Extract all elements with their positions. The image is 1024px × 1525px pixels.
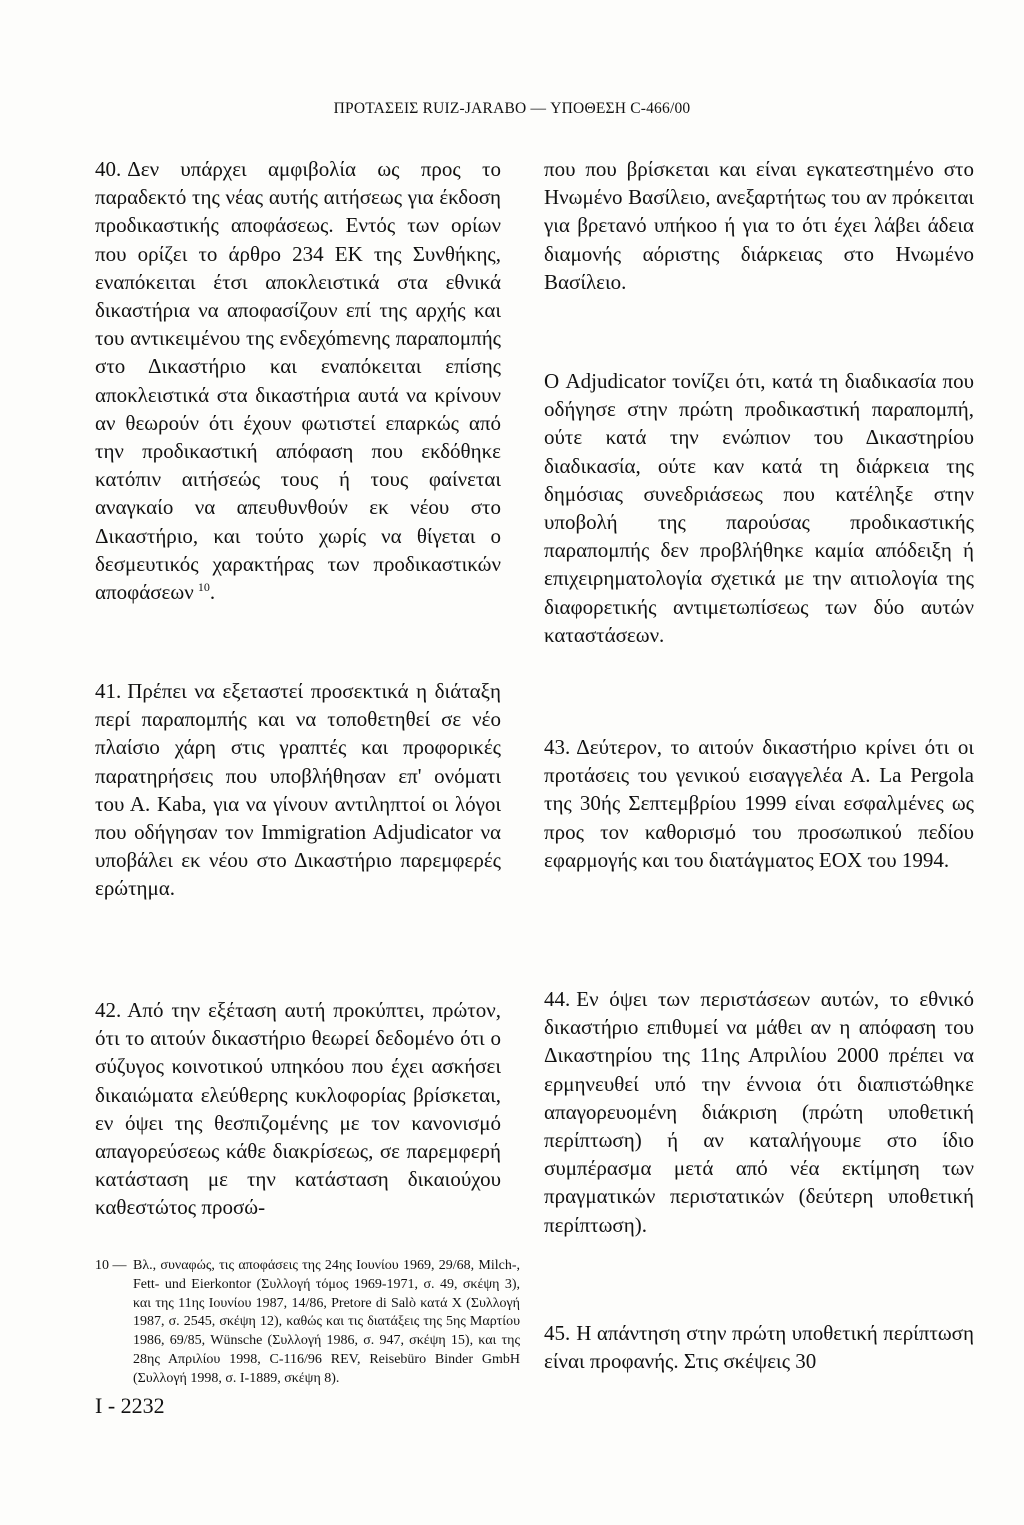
paragraph-number: 42. bbox=[95, 998, 122, 1022]
paragraph-text: Η απάντηση στην πρώτη υποθετική περίπτωση είναι προφανής. Στις σκέψεις 30 bbox=[544, 1321, 974, 1374]
footnote-number: 10 — bbox=[95, 1258, 127, 1273]
page-number: I - 2232 bbox=[95, 1393, 165, 1418]
paragraph-44 bbox=[544, 985, 974, 1239]
paragraph-42 bbox=[95, 996, 501, 1222]
paragraph-adjudicator bbox=[544, 367, 974, 649]
paragraph-40 bbox=[95, 155, 501, 606]
running-header: ΠΡΟΤΑΣΕΙΣ RUIZ-JARABO — ΥΠΟΘΕΣΗ C-466/00 bbox=[333, 100, 691, 117]
footnote-reference[interactable]: 10 bbox=[197, 580, 210, 595]
paragraph-text: Από την εξέταση αυτή προκύπτει, πρώτον, ότι το αιτούν δικαστήριο θεωρεί δεδομένο ότι ο σύζυγος κοινοτικού υπηκόου που έχει ασκήσει δικαιώματα ελεύθερης κυκλοφορίας βρίσκεται, εν όψει της θεσπιζομένης με τον κανονισμό απαγορεύσεως κάθε διακρίσεως, σε παρεμφερή κατάσταση με την κατάσταση δικαιούχου καθεστώτος προσώ- bbox=[95, 998, 501, 1220]
paragraph-43 bbox=[544, 733, 974, 874]
paragraph-number: 41. bbox=[95, 679, 122, 703]
paragraph-number: 40. bbox=[95, 157, 122, 181]
paragraph-end: . bbox=[209, 580, 216, 605]
paragraph-45 bbox=[544, 1319, 974, 1375]
paragraph-text: Εν όψει των περιστάσεων αυτών, το εθνικό δικαστήριο επιθυμεί να μάθει αν η απόφαση του Δικαστηρίου της 11ης Απριλίου 2000 πρέπει να ερμηνευθεί υπό την έννοια ότι διαπιστώθηκε απαγορευομένη διάκριση (πρώτη υποθετική περίπτωση) ή αν καταλήγουμε στο ίδιο συμπέρασμα μετά από νέα εκτίμηση των πραγματικών περιστατικών (δεύτερη υποθετική περίπτωση). bbox=[544, 987, 974, 1237]
paragraph-text: Δεύτερον, το αιτούν δικαστήριο κρίνει ότι οι προτάσεις του γενικού εισαγγελέα Α. La Pergola της 30ής Σεπτεμβρίου 1999 είναι εσφαλμένες ως προς τον καθορισμό του προσωπικού πεδίου εφαρμογής και του διατάγματος ΕΟΧ του 1994. bbox=[544, 735, 974, 872]
paragraph-text: Πρέπει να εξεταστεί προσεκτικά η διάταξη περί παραπομπής και να τοποθετηθεί σε νέο πλαίσιο χάρη στις γραπτές και προφορικές παρατηρήσεις που υποβλήθησαν επ' ονόματι του Α. Kaba, για να γίνουν αντιληπτοί οι λόγοι που οδήγησαν τον Immigration Adjudicator να υποβάλει εκ νέου στο Δικαστήριο παρεμφερές ερώτημα. bbox=[95, 679, 501, 901]
paragraph-continuation bbox=[544, 155, 974, 296]
footnote-10 bbox=[95, 1257, 520, 1389]
paragraph-text: Δεν υπάρχει αμφιβολία ως προς το παραδεκτό της νέας αυτής αιτήσεως για έκδοση προδικαστικής αποφάσεως. Εντός των ορίων που ορίζει το άρθρο 234 ΕΚ της Συνθήκης, εναπόκειται έτσι αποκλειστικά στα εθνικά δικαστήρια να αποφασίζουν επί της αρχής και του αντικειμένου της ενδεχόmενης παραπομπής στο Δικαστήριο και εναπόκειται επίσης αποκλειστικά στα δικαστήρια αυτά να κρίνουν αν θεωρούν ότι έχουν φωτιστεί επαρκώς από την προδικαστική απόφαση που εκδόθηκε κατόπιν αιτήσεώς τους ή τους φαίνεται αναγκαίο να απευθυνθούν εκ νέου στο Δικαστήριο, και τούτο χωρίς να θίγεται ο δεσμευτικός χαρακτήρας των προδικαστικών αποφάσεων bbox=[95, 157, 501, 605]
paragraph-number: 45. bbox=[544, 1321, 571, 1345]
footnote-text: Βλ., συναφώς, τις αποφάσεις της 24ης Ιουνίου 1969, 29/68, Milch-, Fett- und Eierkontor (Συλλογή τόμος 1969-1971, σ. 49, σκέψη 3), και της 11ης Ιουνίου 1987, 14/86, Pretore di Salò κατά Χ (Συλλογή 1987, σ. 2545, σκέψη 12), καθώς και τις διατάξεις της 5ης Μαρτίου 1986, 69/85, Wünsche (Συλλογή 1986, σ. 947, σκέψη 15), και της 28ης Απριλίου 1998, C-116/96 REV, Reisebüro Binder GmbH (Συλλογή 1998, σ. I-1889, σκέψη 8). bbox=[133, 1258, 520, 1386]
paragraph-text: που που βρίσκεται και είναι εγκατεστημένο στο Ηνωμένο Βασίλειο, ανεξαρτήτως του αν πρόκειται για βρετανό υπήκοο ή για το ότι έχει λάβει άδεια διαμονής αόριστης διάρκειας στο Ηνωμένο Βασίλειο. bbox=[544, 157, 974, 294]
paragraph-number: 43. bbox=[544, 735, 571, 759]
paragraph-41 bbox=[95, 677, 501, 903]
paragraph-text: Ο Adjudicator τονίζει ότι, κατά τη διαδικασία που οδήγησε στην πρώτη προδικαστική παραπομπή, ούτε κατά την ενώπιον του Δικαστηρίου διαδικασία, ούτε καν κατά τη διάρκεια της δημόσιας συνεδριάσεως που κατέληξε στην υποβολή της παρούσας προδικαστικής παραπομπής δεν προβλήθηκε καμία απόδειξη ή επιχειρηματολογία σχετικά με την αιτιολογία της διαφορετικής αντιμετωπίσεως των δύο αυτών καταστάσεων. bbox=[544, 369, 974, 647]
paragraph-number: 44. bbox=[544, 987, 571, 1011]
